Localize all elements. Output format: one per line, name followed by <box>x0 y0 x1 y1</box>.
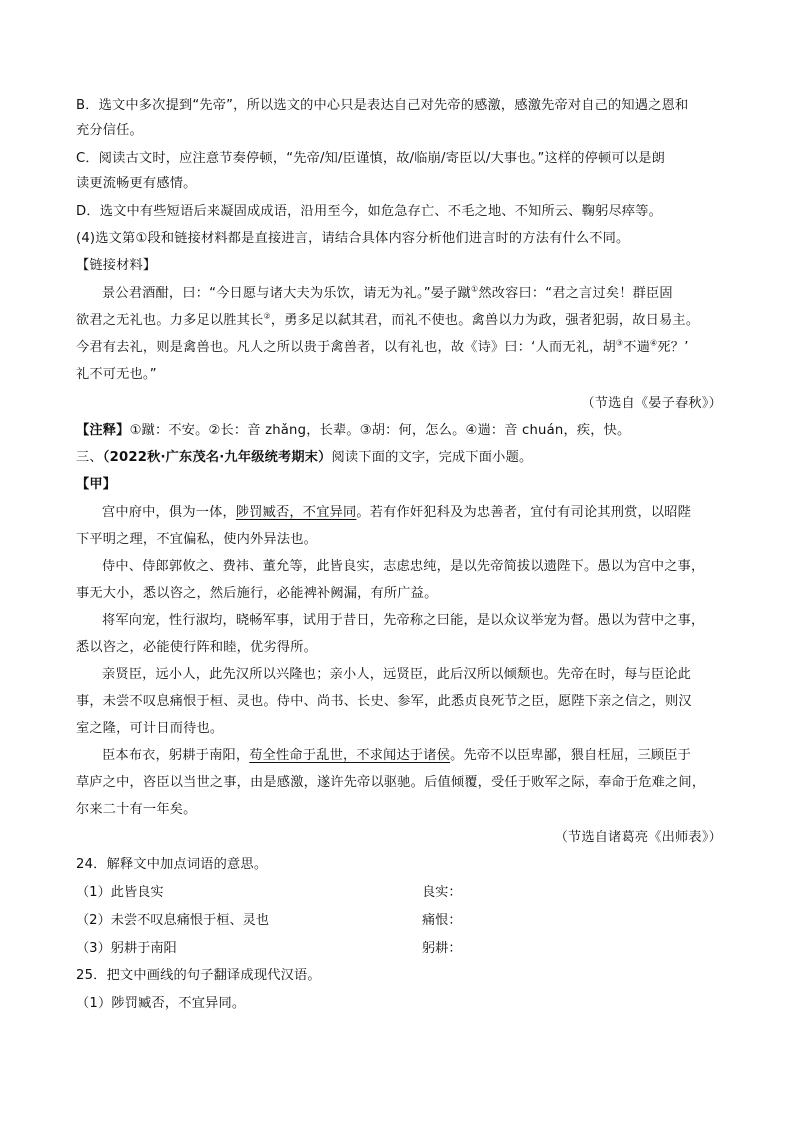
option-b-line2: 充分信任。 <box>76 123 143 138</box>
notes <box>76 421 726 441</box>
passage-p4-line3: 室之隆，可计日而待也。 <box>76 721 224 736</box>
question-24-item-2: （2）未尝不叹息痛恨于桓、灵也 痛恨： <box>76 913 462 928</box>
question-25-title: 25．把文中画线的句子翻译成现代汉语。 <box>76 968 321 983</box>
section-3-tag: （2022秋·广东茂名·九年级统考期末） <box>102 450 332 465</box>
underlined-sentence-1: 陟罚臧否，不宜异同 <box>235 505 357 520</box>
link-line-1: 景公君酒酣，曰：“今日愿与诸大夫为乐饮，请无为礼。”晏子蹴①然改容曰：“君之言过矣！群臣固 <box>102 284 673 301</box>
question-24-item-1: （1）此皆良实 良实： <box>76 885 462 900</box>
passage-p1-line2: 下平明之理，不宜偏私，使内外异法也。 <box>76 532 317 547</box>
link-source: （节选自《晏子春秋》） <box>581 396 722 411</box>
section-3-heading: 三、（2022秋·广东茂名·九年级统考期末）阅读下面的文字，完成下面小题。 <box>76 450 533 465</box>
question-24-item-3: （3）躬耕于南阳 躬耕： <box>76 941 462 956</box>
underlined-sentence-2: 苟全性命于乱世，不求闻达于诸侯 <box>249 748 451 763</box>
notes-text: ①蹴：不安。②长：音 zhǎng，长辈。③胡：何，怎么。④遄：音 chuán，疾，快。 <box>129 423 631 438</box>
question-24-title: 24．解释文中加点词语的意思。 <box>76 857 268 872</box>
passage-p5-line2: 草庐之中，咨臣以当世之事，由是感激，遂许先帝以驱驰。后值倾覆，受任于败军之际，奉命于危难之间， <box>76 775 706 790</box>
option-b-line1: B．选文中多次提到“先帝”，所以选文的中心只是表达自己对先帝的感激，感激先帝对自己的知遇之恩和 <box>76 98 689 113</box>
question-25-item-1: （1）陟罚臧否，不宜异同。 <box>76 996 246 1011</box>
passage-source: （节选自诸葛亮《出师表》） <box>554 830 722 845</box>
passage-p1-line1: 宫中府中，俱为一体，陟罚臧否，不宜异同。若有作奸犯科及为忠善者，宜付有司论其刑赏，以昭陛 <box>102 505 692 520</box>
passage-p5-line1: 臣本布衣，躬耕于南阳，苟全性命于乱世，不求闻达于诸侯。先帝不以臣卑鄙，猥自枉屈，三顾臣于 <box>102 748 692 763</box>
link-line-4: 礼不可无也。” <box>76 367 157 382</box>
link-material-heading: 【链接材料】 <box>76 258 157 273</box>
passage-p2-line2: 事无大小，悉以咨之，然后施行，必能裨补阙漏，有所广益。 <box>76 586 438 601</box>
option-c-line2: 读更流畅更有感情。 <box>76 176 197 191</box>
passage-p2-line1: 侍中、侍郎郭攸之、费祎、董允等，此皆良实，志虑忠纯，是以先帝简拔以遗陛下。愚以为宫中之事， <box>102 559 705 574</box>
passage-p3-line2: 悉以咨之，必能使行阵和睦，优劣得所。 <box>76 640 317 655</box>
notes-label: 【注释】 <box>76 423 130 438</box>
passage-p4-line1: 亲贤臣，远小人，此先汉所以兴隆也；亲小人，远贤臣，此后汉所以倾颓也。先帝在时，每与臣论此 <box>102 667 692 682</box>
question-4: (4)选文第①段和链接材料都是直接进言，请结合具体内容分析他们进言时的方法有什么不同。 <box>76 231 630 246</box>
option-c-line1: C．阅读古文时，应注意节奏停顿，“先帝/知/臣谨慎，故/临崩/寄臣以/大事也。”这样的停顿可以是朗 <box>76 151 665 166</box>
jia-heading: 【甲】 <box>76 477 117 492</box>
link-line-2: 欲君之无礼也。力多足以胜其长②，勇多足以弑其君，而礼不使也。禽兽以力为政，强者犯弱，故日易主。 <box>76 311 700 328</box>
passage-p4-line2: 事，未尝不叹息痛恨于桓、灵也。侍中、尚书、长史、参军，此悉贞良死节之臣，愿陛下亲之信之，则汉 <box>76 694 692 709</box>
option-d: D．选文中有些短语后来凝固成成语，沿用至今，如危急存亡、不毛之地、不知所云、鞠躬尽瘁等。 <box>76 204 663 219</box>
passage-p5-line3: 尔来二十有一年矣。 <box>76 802 197 817</box>
link-line-3: 今君有去礼，则是禽兽也。凡人之所以贵于禽兽者，以有礼也，故《诗》曰：‘人而无礼，胡③不遄④死？’ <box>76 338 689 355</box>
passage-p3-line1: 将军向宠，性行淑均，晓畅军事，试用于昔日，先帝称之曰能，是以众议举宠为督。愚以为营中之事， <box>102 613 705 628</box>
